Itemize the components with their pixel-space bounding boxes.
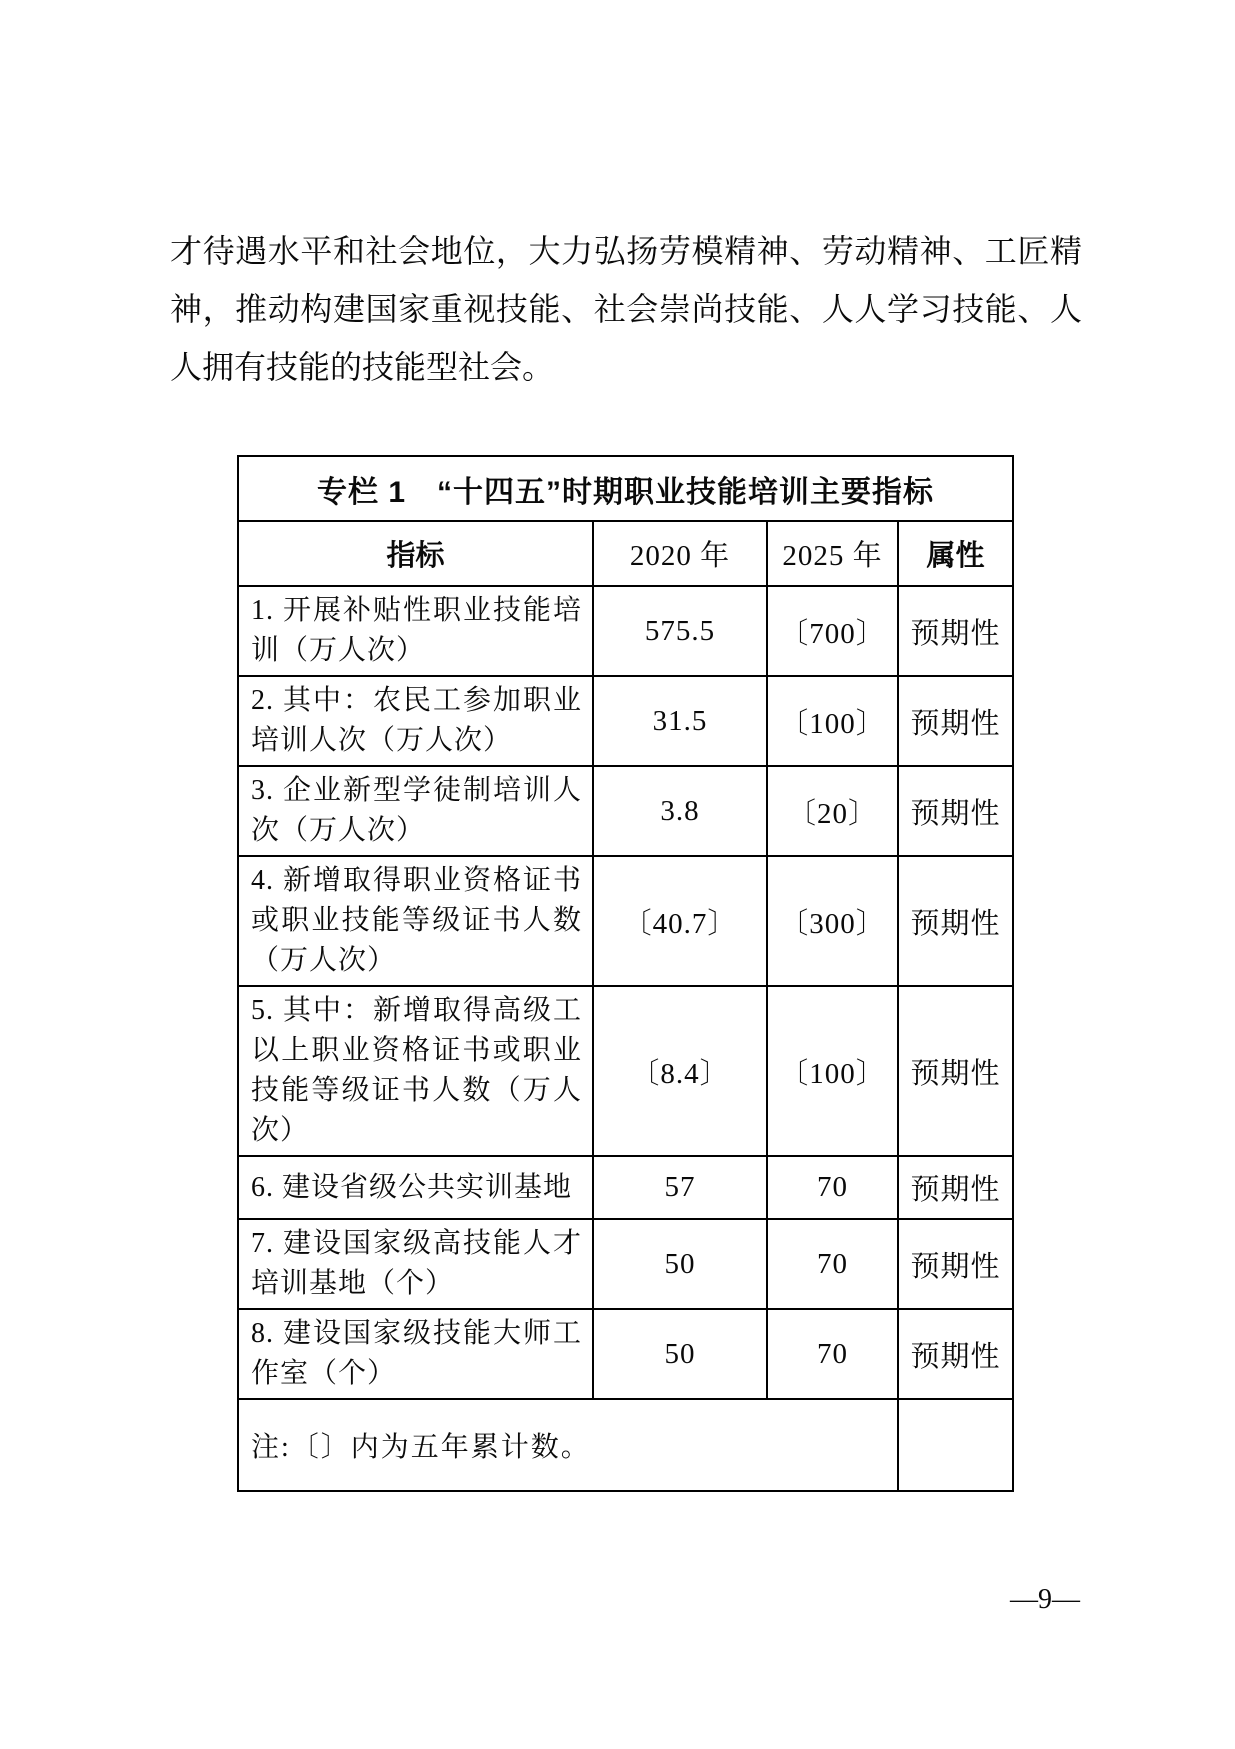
value-2025-cell: 70 xyxy=(767,1156,898,1219)
value-2020-cell: 57 xyxy=(593,1156,767,1219)
table-header-row xyxy=(238,521,1013,586)
value-2025-cell: 〔700〕 xyxy=(767,586,898,676)
value-2025-cell: 〔300〕 xyxy=(767,856,898,986)
indicator-cell: 5. 其中：新增取得高级工以上职业资格证书或职业技能等级证书人数（万人次） xyxy=(238,986,593,1156)
table-row xyxy=(238,676,1013,766)
value-2020-cell: 31.5 xyxy=(593,676,767,766)
value-2025-cell: 〔20〕 xyxy=(767,766,898,856)
paragraph-line-2: 神，推动构建国家重视技能、社会崇尚技能、人人学习技能、人 xyxy=(170,291,1082,327)
value-2020-cell: 〔8.4〕 xyxy=(593,986,767,1156)
paragraph-line-1: 才待遇水平和社会地位，大力弘扬劳模精神、劳动精神、工匠精 xyxy=(170,233,1082,269)
table-row xyxy=(238,766,1013,856)
table-note: 注:〔〕内为五年累计数。 xyxy=(238,1399,898,1491)
indicator-cell: 6. 建设省级公共实训基地 xyxy=(238,1156,593,1219)
value-2025-cell: 70 xyxy=(767,1309,898,1399)
table-row xyxy=(238,1156,1013,1219)
value-2025-cell: 〔100〕 xyxy=(767,986,898,1156)
indicator-cell: 4. 新增取得职业资格证书或职业技能等级证书人数（万人次） xyxy=(238,856,593,986)
table-row xyxy=(238,1219,1013,1309)
indicator-cell: 8. 建设国家级技能大师工作室（个） xyxy=(238,1309,593,1399)
attribute-cell: 预期性 xyxy=(898,986,1013,1156)
table-title-row xyxy=(238,456,1013,521)
attribute-cell: 预期性 xyxy=(898,1156,1013,1219)
value-2020-cell: 50 xyxy=(593,1219,767,1309)
value-2025-cell: 70 xyxy=(767,1219,898,1309)
table-note-row xyxy=(238,1399,1013,1491)
attribute-cell: 预期性 xyxy=(898,586,1013,676)
attribute-cell: 预期性 xyxy=(898,766,1013,856)
table-row xyxy=(238,1309,1013,1399)
table-title: 专栏 1 “十四五”时期职业技能培训主要指标 xyxy=(238,456,1013,521)
value-2025-cell: 〔100〕 xyxy=(767,676,898,766)
value-2020-cell: 〔40.7〕 xyxy=(593,856,767,986)
table-row xyxy=(238,856,1013,986)
paragraph-line-3: 人拥有技能的技能型社会。 xyxy=(170,349,555,385)
indicator-cell: 1. 开展补贴性职业技能培训（万人次） xyxy=(238,586,593,676)
note-empty-cell xyxy=(898,1399,1013,1491)
table-row xyxy=(238,986,1013,1156)
table-row xyxy=(238,586,1013,676)
indicator-cell: 2. 其中：农民工参加职业培训人次（万人次） xyxy=(238,676,593,766)
attribute-cell: 预期性 xyxy=(898,856,1013,986)
indicator-table xyxy=(237,455,1014,1492)
attribute-cell: 预期性 xyxy=(898,1219,1013,1309)
body-paragraph xyxy=(170,222,1082,396)
value-2020-cell: 50 xyxy=(593,1309,767,1399)
value-2020-cell: 3.8 xyxy=(593,766,767,856)
attribute-cell: 预期性 xyxy=(898,676,1013,766)
column-header-2020: 2020 年 xyxy=(593,521,767,586)
page-number: —9— xyxy=(1010,1584,1080,1615)
attribute-cell: 预期性 xyxy=(898,1309,1013,1399)
indicator-cell: 7. 建设国家级高技能人才培训基地（个） xyxy=(238,1219,593,1309)
indicator-cell: 3. 企业新型学徒制培训人次（万人次） xyxy=(238,766,593,856)
column-header-indicator: 指标 xyxy=(238,521,593,586)
column-header-2025: 2025 年 xyxy=(767,521,898,586)
value-2020-cell: 575.5 xyxy=(593,586,767,676)
column-header-attribute: 属性 xyxy=(898,521,1013,586)
